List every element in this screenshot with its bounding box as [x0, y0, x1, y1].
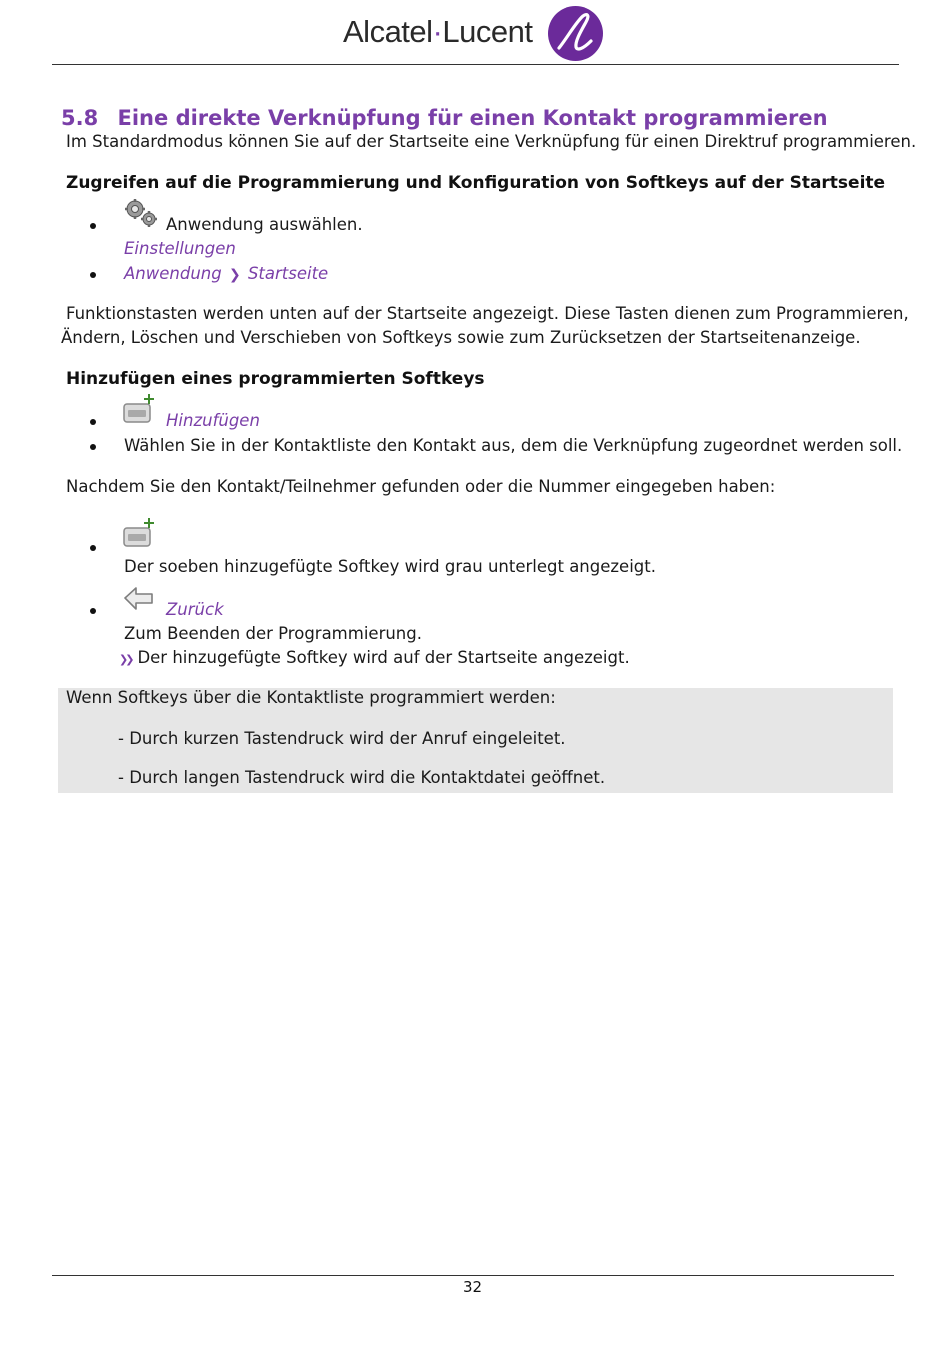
- add-softkey-icon: [122, 393, 158, 429]
- menu-path-application: Anwendung: [124, 264, 222, 283]
- function-keys-paragraph-line2: Ändern, Löschen und Verschieben von Softkeys sowie zum Zurücksetzen der Startseitenanzeige.: [61, 328, 861, 347]
- page-number: 32: [463, 1278, 483, 1296]
- note-line3: - Durch langen Tastendruck wird die Kontaktdatei geöffnet.: [118, 768, 606, 787]
- back-label: Zurück: [166, 600, 224, 619]
- section-intro: Im Standardmodus können Sie auf der Startseite eine Verknüpfung für einen Direktruf programmieren.: [66, 132, 917, 151]
- brand-dot: ·: [432, 14, 443, 49]
- menu-path-homepage: Startseite: [247, 264, 329, 283]
- bullet: [90, 608, 96, 614]
- add-heading: Hinzufügen eines programmierten Softkeys: [66, 369, 485, 389]
- section-number: 5.8: [61, 106, 99, 130]
- brand-right: Lucent: [442, 14, 533, 49]
- note-line2: - Durch kurzen Tastendruck wird der Anruf eingeleitet.: [118, 729, 566, 748]
- back-arrow-icon: [122, 586, 156, 614]
- chevron-right-icon: ❯: [228, 267, 241, 283]
- section-heading: Eine direkte Verknüpfung für einen Kontakt programmieren: [117, 106, 828, 130]
- footer-rule: [52, 1275, 894, 1276]
- result-chevrons-icon: ❯❯: [119, 653, 132, 666]
- menu-path: [124, 264, 328, 285]
- bullet: [90, 272, 96, 278]
- section-title: [61, 106, 828, 130]
- settings-label: Einstellungen: [124, 239, 236, 258]
- access-heading: Zugreifen auf die Programmierung und Konfiguration von Softkeys auf der Startseite: [66, 173, 886, 193]
- result-line: [119, 648, 630, 670]
- bullet: [90, 419, 96, 425]
- softkey-added-text: Der soeben hinzugefügte Softkey wird grau unterlegt angezeigt.: [124, 557, 656, 576]
- brand-wordmark: [343, 14, 532, 50]
- bullet: [90, 444, 96, 450]
- bullet: [90, 545, 96, 551]
- choose-contact-step: Wählen Sie in der Kontaktliste den Kontakt aus, dem die Verknüpfung zugeordnet werden soll.: [124, 436, 903, 455]
- step-select-application: Anwendung auswählen.: [166, 215, 363, 234]
- add-softkey-icon: [122, 517, 158, 553]
- bullet: [90, 223, 96, 229]
- after-contact-found-text: Nachdem Sie den Kontakt/Teilnehmer gefunden oder die Nummer eingegeben haben:: [66, 477, 776, 496]
- end-programming-text: Zum Beenden der Programmierung.: [124, 624, 422, 643]
- function-keys-paragraph-line1: Funktionstasten werden unten auf der Startseite angezeigt. Diese Tasten dienen zum Programmieren,: [66, 304, 909, 323]
- result-text: Der hinzugefügte Softkey wird auf der Startseite angezeigt.: [137, 648, 630, 667]
- add-label: Hinzufügen: [166, 411, 260, 430]
- alcatel-lucent-logo-icon: [547, 5, 604, 62]
- header-rule: [52, 64, 899, 65]
- note-line1: Wenn Softkeys über die Kontaktliste programmiert werden:: [66, 688, 556, 707]
- settings-gears-icon: [122, 198, 160, 230]
- brand-left: Alcatel: [343, 14, 433, 49]
